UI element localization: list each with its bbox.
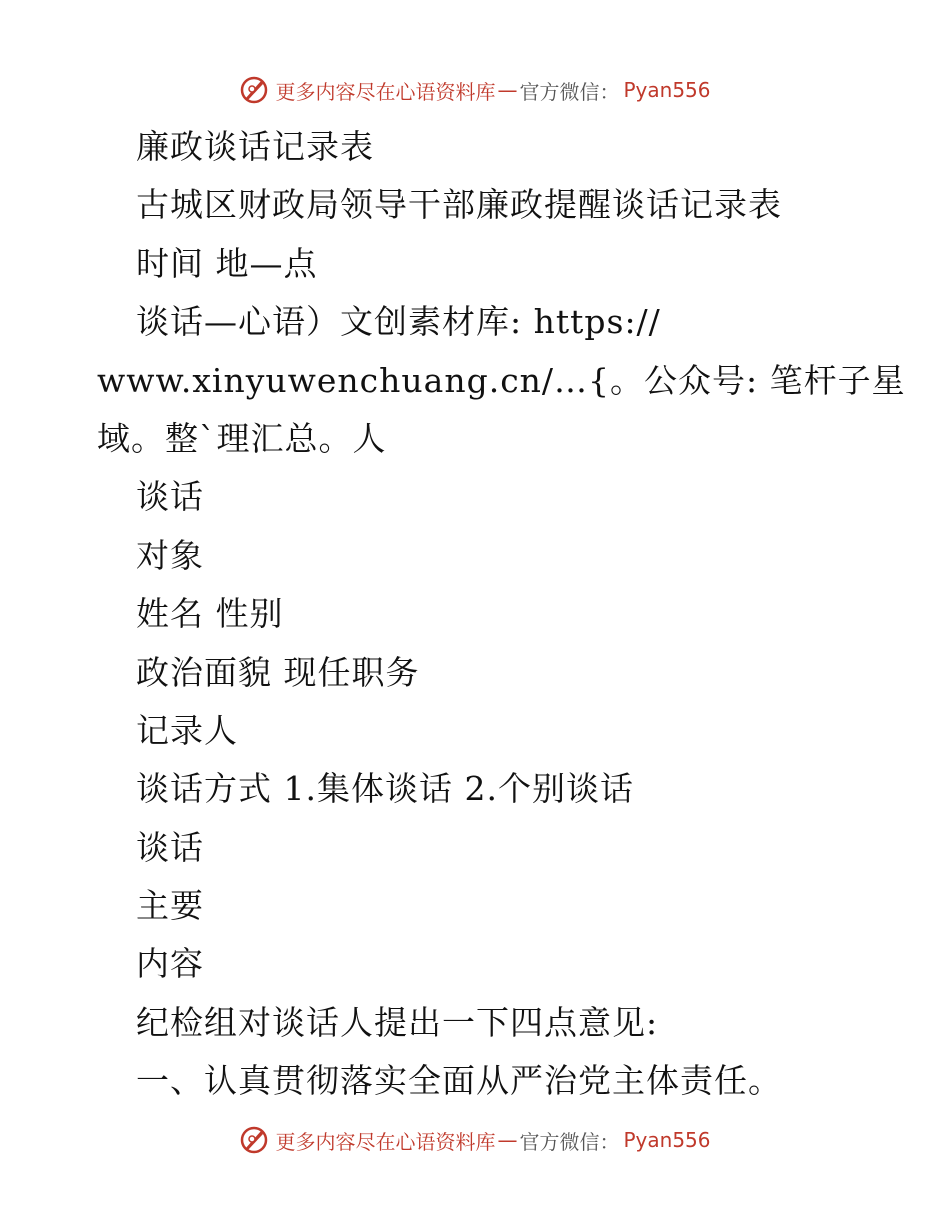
doc-line: 一、认真贯彻落实全面从严治党主体责任。 <box>136 1061 782 1101</box>
quill-pen-logo-icon <box>239 75 269 105</box>
doc-line: 谈话 <box>136 827 204 867</box>
header-banner <box>0 70 950 110</box>
doc-line: 谈话—心语）文创素材库: https:// <box>136 302 661 342</box>
banner-text: 更多内容尽在心语资料库 <box>275 79 496 104</box>
quill-pen-logo-icon <box>239 1125 269 1155</box>
banner-separator: — <box>497 1128 518 1152</box>
doc-line: 姓名 性别 <box>136 594 284 634</box>
banner-text: 更多内容尽在心语资料库 <box>275 1129 496 1154</box>
footer-banner <box>0 1120 950 1160</box>
banner-separator: — <box>497 78 518 102</box>
banner-wechat-id: Pyan556 <box>623 78 711 102</box>
doc-line: 域。整ˋ理汇总。人 <box>97 418 387 458</box>
doc-line: 谈话 <box>136 477 204 517</box>
doc-line: 内容 <box>136 944 204 984</box>
banner-wechat-id: Pyan556 <box>623 1128 711 1152</box>
doc-line: 时间 地—点 <box>136 243 318 283</box>
doc-subtitle: 古城区财政局领导干部廉政提醒谈话记录表 <box>136 185 782 225</box>
doc-line: 主要 <box>136 886 204 926</box>
doc-title: 廉政谈话记录表 <box>136 127 374 166</box>
doc-line: www.xinyuwenchuang.cn/…{。公众号: 笔杆子星 <box>97 360 906 400</box>
doc-line: 对象 <box>136 535 204 575</box>
banner-official-label: 官方微信： <box>519 1129 620 1154</box>
doc-line: 纪检组对谈话人提出一下四点意见: <box>136 1002 659 1042</box>
doc-line: 记录人 <box>136 710 238 750</box>
document-body <box>0 118 950 1111</box>
banner-official-label: 官方微信： <box>519 79 620 104</box>
doc-line: 谈话方式 1.集体谈话 2.个别谈话 <box>136 769 634 809</box>
doc-line: 政治面貌 现任职务 <box>136 652 420 692</box>
